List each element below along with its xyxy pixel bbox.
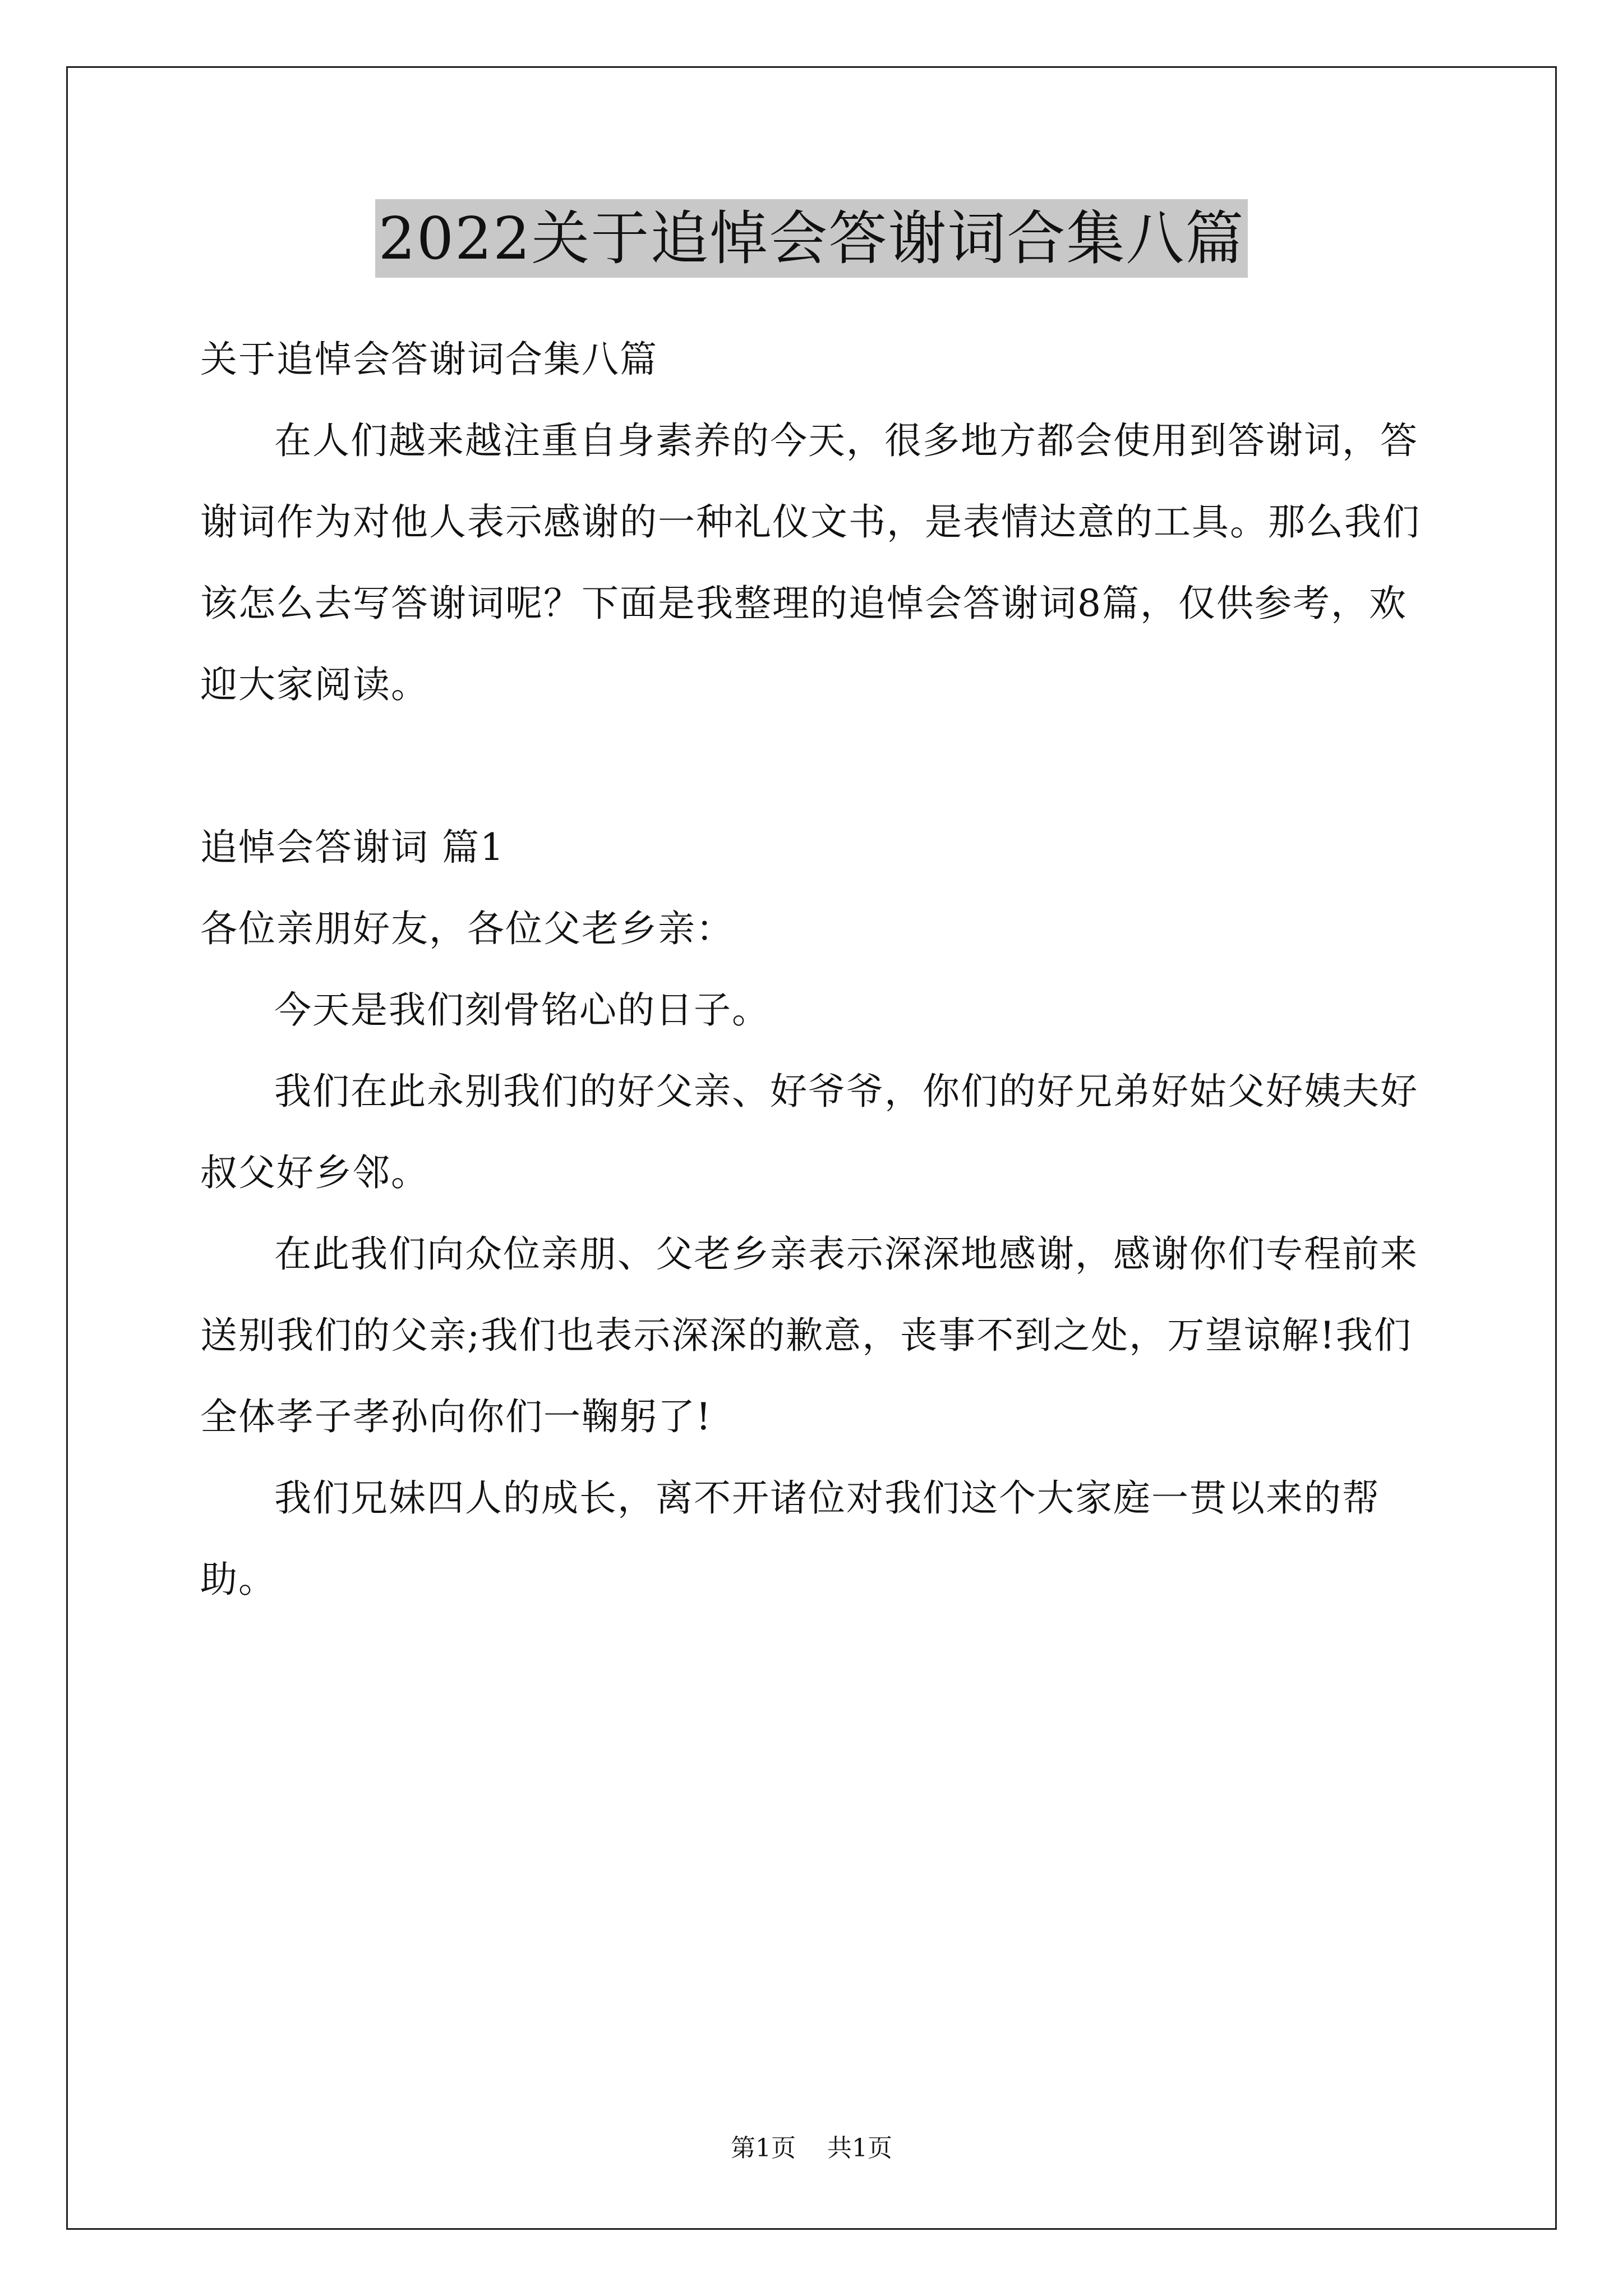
body-paragraph-4: 我们兄妹四人的成长，离不开诸位对我们这个大家庭一贯以来的帮助。 [200,1476,1380,1601]
title-wrap [0,199,1623,278]
page-footer [0,2132,1623,2165]
salutation: 各位亲朋好友，各位父老乡亲： [200,907,734,950]
body-paragraph-3: 在此我们向众位亲朋、父老乡亲表示深深地感谢，感谢你们专程前来送别我们的父亲;我们也表示深深的歉意，丧事不到之处，万望谅解!我们全体孝子孝孙向你们一鞠躬了! [200,1232,1418,1438]
page-total: 共1页 [827,2134,892,2162]
body-paragraph-1: 今天是我们刻骨铭心的日子。 [274,988,770,1032]
section-heading: 追悼会答谢词 篇1 [200,826,505,869]
body-paragraph-2: 我们在此永别我们的好父亲、好爷爷，你们的好兄弟好姑父好姨夫好叔父好乡邻。 [200,1070,1418,1194]
page-number: 第1页 [731,2134,796,2162]
document-subtitle: 关于追悼会答谢词合集八篇 [200,338,658,381]
document-title: 2022关于追悼会答谢词合集八篇 [375,199,1248,278]
document-body [200,319,1434,1620]
intro-paragraph: 在人们越来越注重自身素养的今天，很多地方都会使用到答谢词，答谢词作为对他人表示感谢的一种礼仪文书，是表情达意的工具。那么我们该怎么去写答谢词呢？下面是我整理的追悼会答谢词8篇，仅供参考，欢迎大家阅读。 [200,419,1421,706]
